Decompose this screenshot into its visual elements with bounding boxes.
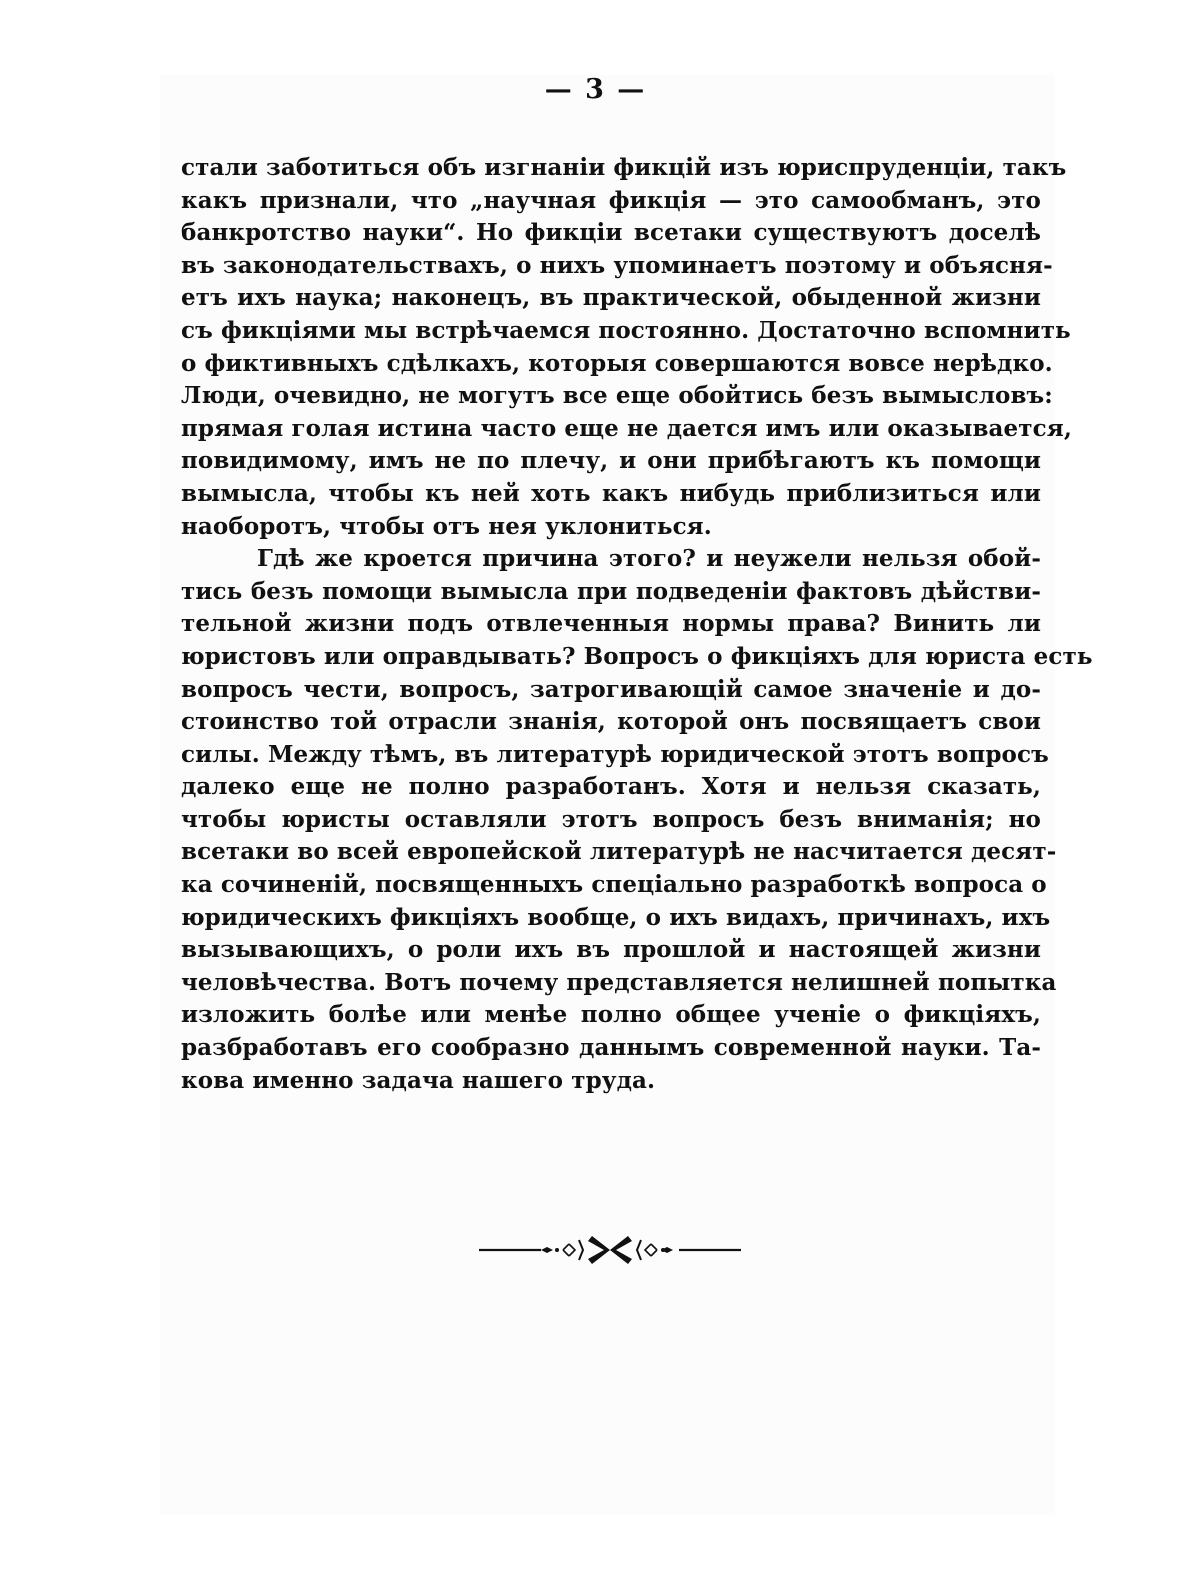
- text-line: изложить болѣе или менѣе полно общее ученiе о фикцiяхъ,: [181, 1001, 1041, 1029]
- text-line: повидимому, имъ не по плечу, и они прибѣгаютъ къ помощи: [181, 447, 1041, 475]
- text-line: стали заботиться объ изгнанiи фикцiй изъ юриспруденцiи, такъ: [181, 154, 1067, 181]
- text-line: Люди, очевидно, не могутъ все еще обойтись безъ вымысловъ:: [181, 382, 1053, 410]
- text-line: разбработавъ его сообразно даннымъ современной науки. Та-: [181, 1034, 1041, 1062]
- text-line: чтобы юристы оставляли этотъ вопросъ безъ вниманiя; но: [181, 805, 1041, 833]
- text-line: силы. Между тѣмъ, въ литературѣ юридической этотъ вопросъ: [181, 740, 1049, 768]
- text-line: Гдѣ же кроется причина этого? и неужели нельзя обой-: [257, 545, 1041, 573]
- paragraph-1: [181, 152, 1072, 543]
- text-line: всетаки во всей европейской литературѣ не насчитается десят-: [181, 838, 1057, 866]
- text-line: тись безъ помощи вымысла при подведенiи фактовъ дѣйстви-: [181, 577, 1041, 605]
- text-line: человѣчества. Вотъ почему представляется нелишней попытка: [181, 968, 1057, 996]
- text-line: банкротство науки“. Но фикцiи всетаки существуютъ доселѣ: [181, 219, 1041, 247]
- text-line: въ законодательствахъ, о нихъ упоминаетъ поэтому и объясня-: [181, 251, 1053, 279]
- text-line: етъ ихъ наука; наконецъ, въ практической, обыденной жизни: [181, 284, 1041, 312]
- page-number: — 3 —: [544, 74, 647, 105]
- text-line: прямая голая истина часто еще не дается имъ или оказывается,: [181, 414, 1072, 442]
- text-line: далеко еще не полно разработанъ. Хотя и нельзя сказать,: [181, 773, 1041, 801]
- paragraph-2: [181, 543, 1093, 1097]
- text-line: вымысла, чтобы къ ней хоть какъ нибудь приблизиться или: [181, 479, 1041, 507]
- text-line: юридическихъ фикцiяхъ вообще, о ихъ видахъ, причинахъ, ихъ: [181, 903, 1051, 931]
- text-line: тельной жизни подъ отвлеченныя нормы права? Винить ли: [181, 610, 1041, 638]
- text-line: стоинство той отрасли знанiя, которой онъ посвящаетъ свои: [181, 708, 1041, 736]
- text-line: наоборотъ, чтобы отъ нея уклониться.: [181, 512, 712, 540]
- text-line: съ фикцiями мы встрѣчаемся постоянно. Достаточно вспомнить: [181, 316, 1071, 344]
- text-line: вопросъ чести, вопросъ, затрогивающiй самое значенiе и до-: [181, 675, 1041, 703]
- text-line: вызывающихъ, о роли ихъ въ прошлой и настоящей жизни: [181, 936, 1041, 964]
- text-line: о фиктивныхъ сдѣлкахъ, которыя совершаются вовсе нерѣдко.: [181, 349, 1053, 377]
- text-line: какъ признали, что „научная фикцiя — это самообманъ, это: [181, 186, 1041, 214]
- text-line: кова именно задача нашего труда.: [181, 1066, 656, 1094]
- body-text: [181, 152, 1093, 1097]
- text-line: юристовъ или оправдывать? Вопросъ о фикцiяхъ для юриста есть: [181, 642, 1093, 670]
- text-line: ка сочиненiй, посвященныхъ спецiально разработкѣ вопроса о: [181, 871, 1047, 899]
- decorative-cross-ornament-icon: [479, 1232, 741, 1268]
